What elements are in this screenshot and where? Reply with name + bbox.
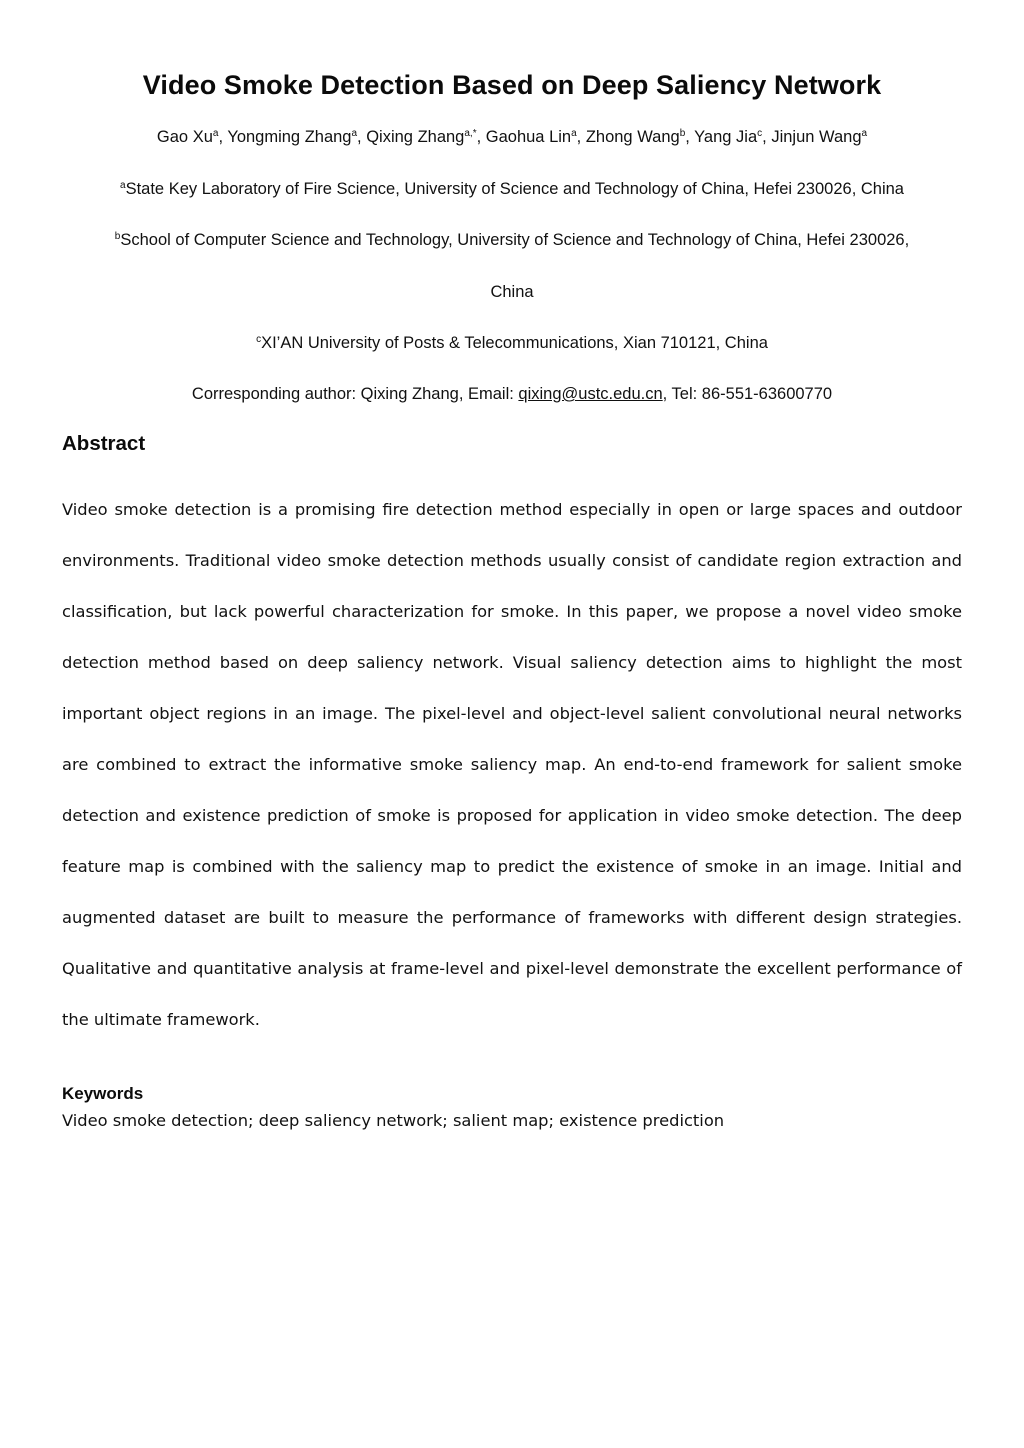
affiliation-b-continued: China [490, 283, 534, 301]
author: Yongming Zhang$^a$, [227, 128, 367, 146]
email-link[interactable]: qixing@ustc.edu.cn [518, 385, 663, 403]
author: Gao Xu$^a$, [156, 128, 228, 146]
author: Zhong Wang$^b$, [585, 128, 695, 146]
author: Gaohua Lin$^a$, [485, 128, 586, 146]
author: Yang Jia$^c$, [694, 128, 772, 146]
corresponding-author: Corresponding author: Qixing Zhang, Email: qixing@ustc.edu.cn, Tel: 86-551-63600770 [191, 385, 833, 403]
abstract-text: Video smoke detection is a promising fire detection method especially in open or large spaces and outdoor environments. Traditional video smoke detection methods usually consist of candidate region extraction and classification, but lack powerful characterization for smoke. In this paper, we propose a novel video smoke detection method based on deep saliency network. Visual saliency detection aims to highlight the most important object regions in an image. The pixel-level and object-level salient convolutional neural networks are combined to extract the informative smoke saliency map. An end-to-end framework for salient smoke detection and existence prediction of smoke is proposed for application in video smoke detection. The deep feature map is combined with the saliency map to predict the existence of smoke in an image. Initial and augmented dataset are built to measure the performance of frameworks with different design strategies. Qualitative and quantitative analysis at frame-level and pixel-level demonstrate the excellent performance of the ultimate framework. [62, 500, 962, 1029]
affiliation-c: $^c$XI’AN University of Posts & Telecommunications, Xian 710121, China [256, 334, 768, 352]
author: Jinjun Wang$^a$ [771, 128, 868, 146]
author-list [0, 128, 1024, 147]
paper-title: Video Smoke Detection Based on Deep Saliency Network [142, 70, 882, 100]
keywords-text: Video smoke detection; deep saliency network; salient map; existence prediction [62, 1111, 725, 1130]
abstract-heading: Abstract [62, 432, 146, 455]
affiliation-a: $^a$State Key Laboratory of Fire Science, University of Science and Technology of China, Hefei 230026, China [120, 180, 904, 198]
author: Qixing Zhang$^{a,*}$, [366, 128, 486, 146]
affiliation-b: $^b$School of Computer Science and Technology, University of Science and Technology of China, Hefei 230026, [114, 231, 910, 249]
keywords-heading: Keywords [62, 1084, 144, 1103]
